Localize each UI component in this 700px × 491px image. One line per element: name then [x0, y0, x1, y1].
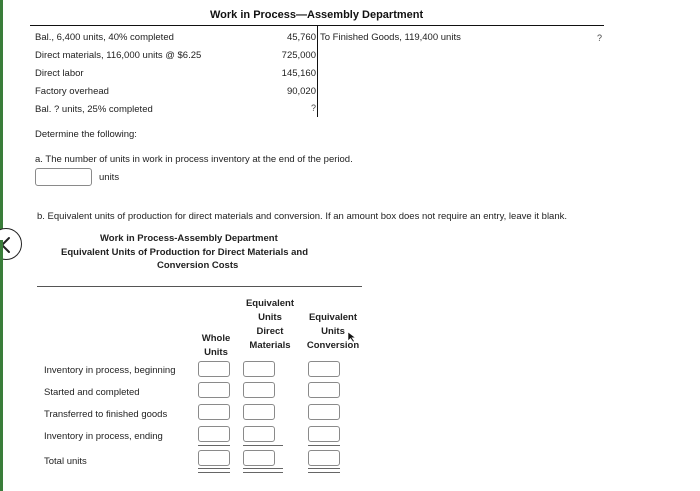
row-label-ending: Inventory in process, ending — [44, 431, 163, 442]
col-eq-dm-line2: Units — [258, 312, 282, 323]
report-title-line-1: Work in Process-Assembly Department — [100, 233, 278, 244]
conv-started-input[interactable] — [308, 382, 340, 398]
whole-units-started-input[interactable] — [198, 382, 230, 398]
dm-ending-input[interactable] — [243, 426, 275, 442]
col-eq-dm-line4: Materials — [249, 340, 291, 351]
report-header-rule — [37, 286, 362, 287]
units-label: units — [99, 172, 120, 183]
report-title-line-3: Conversion Costs — [157, 260, 239, 271]
account-title: Work in Process—Assembly Department — [210, 9, 424, 21]
debit-amount-3: 145,160 — [281, 68, 316, 79]
col-whole-units: Whole Units — [201, 333, 231, 358]
col-eq-conv-line1: Equivalent — [308, 312, 358, 323]
report-title-line-2: Equivalent Units of Production for Direct Materials and — [61, 247, 309, 258]
credit-line-1: To Finished Goods, 119,400 units — [320, 32, 461, 43]
whole-units-total-rule — [198, 468, 230, 473]
col-equivalent-units-dm — [238, 297, 302, 353]
row-label-beginning: Inventory in process, beginning — [44, 365, 176, 376]
debit-line-1: Bal., 6,400 units, 40% completed — [35, 32, 174, 43]
whole-units-transferred-input[interactable] — [198, 404, 230, 420]
dm-total-rule — [243, 468, 283, 473]
credit-amount-1: ? — [597, 33, 603, 43]
conv-total-input[interactable] — [308, 450, 340, 466]
whole-units-beginning-input[interactable] — [198, 361, 230, 377]
dm-beginning-input[interactable] — [243, 361, 275, 377]
conv-ending-input[interactable] — [308, 426, 340, 442]
conv-beginning-input[interactable] — [308, 361, 340, 377]
debit-amount-1: 45,760 — [286, 32, 316, 43]
dm-total-input[interactable] — [243, 450, 275, 466]
debit-amount-5: ? — [310, 103, 316, 113]
mouse-cursor-icon — [347, 331, 357, 343]
col-eq-conv-line2: Units — [321, 326, 345, 337]
whole-units-total-input[interactable] — [198, 450, 230, 466]
conv-transferred-input[interactable] — [308, 404, 340, 420]
debit-line-3: Direct labor — [35, 68, 84, 79]
conv-subtotal-rule — [308, 445, 340, 446]
row-label-transferred: Transferred to finished goods — [44, 409, 168, 420]
debit-amount-4: 90,020 — [286, 86, 316, 97]
dm-started-input[interactable] — [243, 382, 275, 398]
col-eq-dm-line3: Direct — [256, 326, 284, 337]
previous-arrow-button[interactable] — [0, 228, 22, 260]
dm-subtotal-rule — [243, 445, 283, 446]
row-label-total: Total units — [44, 456, 87, 467]
instructions-text: Determine the following: — [35, 129, 137, 140]
debit-line-4: Factory overhead — [35, 86, 109, 97]
t-account-center-rule — [317, 25, 318, 117]
chevron-left-icon — [0, 229, 23, 261]
conv-total-rule — [308, 468, 340, 473]
debit-line-2: Direct materials, 116,000 units @ $6.25 — [35, 50, 202, 61]
row-label-started-completed: Started and completed — [44, 387, 140, 398]
col-eq-dm-line1: Equivalent — [245, 298, 295, 309]
debit-amount-2: 725,000 — [281, 50, 316, 61]
part-a-question: a. The number of units in work in process inventory at the end of the period. — [35, 154, 353, 165]
col-eq-conv-line3: Conversion — [306, 340, 360, 351]
debit-line-5: Bal. ? units, 25% completed — [35, 104, 153, 115]
ending-units-input[interactable] — [35, 168, 92, 186]
whole-units-subtotal-rule — [198, 445, 230, 446]
dm-transferred-input[interactable] — [243, 404, 275, 420]
whole-units-ending-input[interactable] — [198, 426, 230, 442]
left-accent-bar-lower — [0, 240, 3, 491]
part-b-question: b. Equivalent units of production for direct materials and conversion. If an amount box does not require an entry, leave it blank. — [37, 211, 568, 222]
